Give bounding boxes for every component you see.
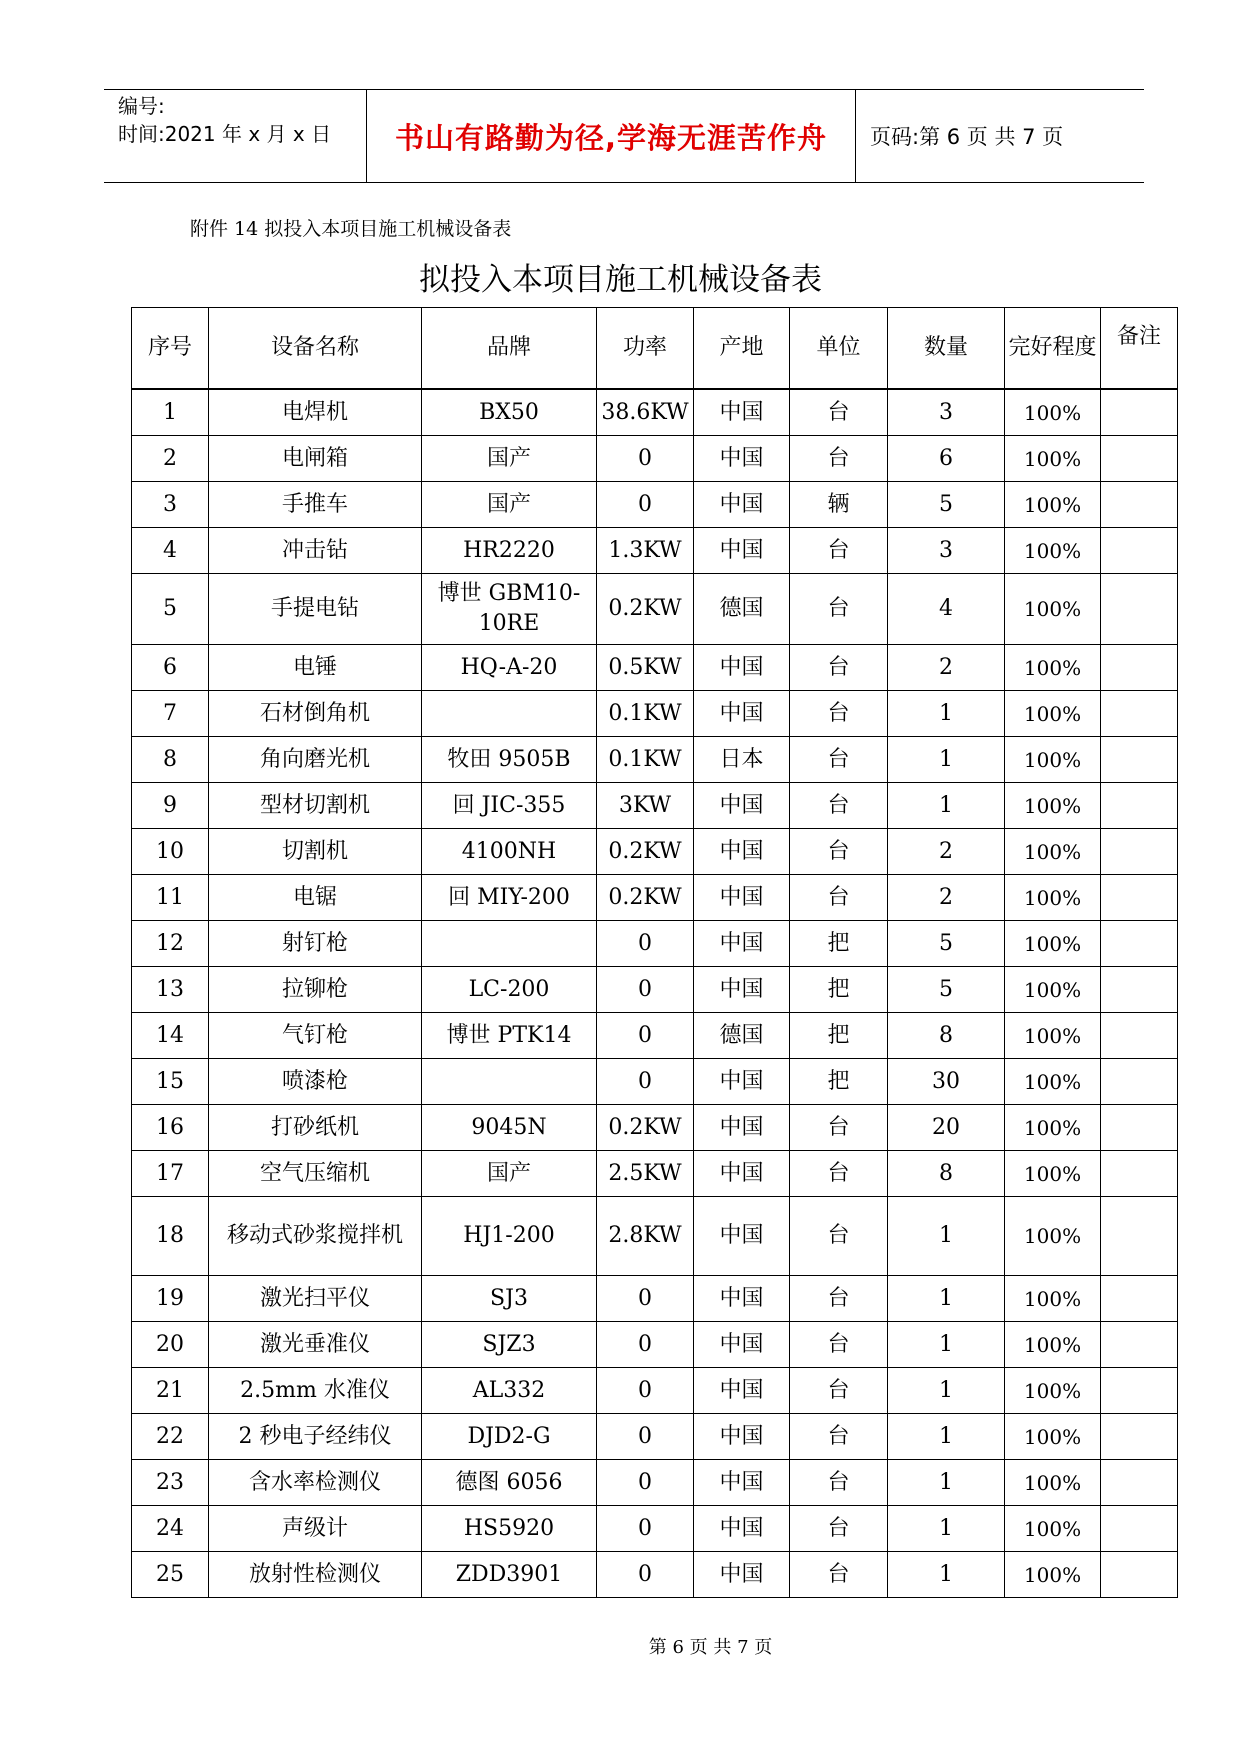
- cell-condition: 100%: [1005, 1552, 1101, 1598]
- cell-index: 20: [132, 1322, 209, 1368]
- cell-quantity: 1: [888, 1552, 1005, 1598]
- cell-condition: 100%: [1005, 875, 1101, 921]
- cell-origin: 中国: [694, 691, 790, 737]
- cell-remarks: [1101, 574, 1178, 645]
- cell-brand: SJ3: [422, 1276, 597, 1322]
- cell-name: 切割机: [209, 829, 422, 875]
- table-row: [132, 1552, 1178, 1598]
- cell-power: 0: [597, 1368, 694, 1414]
- cell-remarks: [1101, 1368, 1178, 1414]
- cell-origin: 中国: [694, 1552, 790, 1598]
- col-header-power: 功率: [597, 308, 694, 390]
- cell-origin: 中国: [694, 875, 790, 921]
- table-row: [132, 1013, 1178, 1059]
- cell-index: 2: [132, 436, 209, 482]
- cell-index: 18: [132, 1197, 209, 1276]
- cell-quantity: 1: [888, 1322, 1005, 1368]
- cell-remarks: [1101, 1552, 1178, 1598]
- cell-condition: 100%: [1005, 1322, 1101, 1368]
- header-page-label: 页码:第 6 页 共 7 页: [870, 125, 1064, 149]
- col-header-unit: 单位: [790, 308, 888, 390]
- cell-power: 0: [597, 1276, 694, 1322]
- cell-brand: BX50: [422, 389, 597, 436]
- col-header-condition: 完好程度: [1005, 308, 1101, 390]
- cell-origin: 德国: [694, 1013, 790, 1059]
- cell-unit: 台: [790, 737, 888, 783]
- cell-condition: 100%: [1005, 967, 1101, 1013]
- table-row: [132, 691, 1178, 737]
- cell-power: 0: [597, 436, 694, 482]
- col-header-remarks: 备注: [1101, 308, 1178, 390]
- col-header-brand: 品牌: [422, 308, 597, 390]
- cell-origin: 中国: [694, 1105, 790, 1151]
- cell-name: 气钉枪: [209, 1013, 422, 1059]
- cell-condition: 100%: [1005, 1013, 1101, 1059]
- cell-quantity: 2: [888, 829, 1005, 875]
- cell-power: 0: [597, 1506, 694, 1552]
- cell-condition: 100%: [1005, 1197, 1101, 1276]
- cell-power: 2.5KW: [597, 1151, 694, 1197]
- cell-unit: 台: [790, 691, 888, 737]
- cell-brand: 博世 PTK14: [422, 1013, 597, 1059]
- cell-origin: 中国: [694, 1414, 790, 1460]
- cell-remarks: [1101, 1059, 1178, 1105]
- cell-condition: 100%: [1005, 436, 1101, 482]
- cell-condition: 100%: [1005, 1276, 1101, 1322]
- cell-quantity: 5: [888, 967, 1005, 1013]
- cell-condition: 100%: [1005, 528, 1101, 574]
- cell-name: 射钉枪: [209, 921, 422, 967]
- cell-quantity: 1: [888, 1460, 1005, 1506]
- cell-brand: 4100NH: [422, 829, 597, 875]
- cell-remarks: [1101, 482, 1178, 528]
- cell-condition: 100%: [1005, 691, 1101, 737]
- cell-remarks: [1101, 1414, 1178, 1460]
- header-meta: [118, 92, 358, 148]
- cell-name: 放射性检测仪: [209, 1552, 422, 1598]
- cell-index: 14: [132, 1013, 209, 1059]
- cell-index: 10: [132, 829, 209, 875]
- cell-name: 喷漆枪: [209, 1059, 422, 1105]
- cell-condition: 100%: [1005, 829, 1101, 875]
- cell-name: 手提电钻: [209, 574, 422, 645]
- cell-origin: 中国: [694, 389, 790, 436]
- table-row: [132, 1368, 1178, 1414]
- cell-quantity: 3: [888, 528, 1005, 574]
- table-row: [132, 875, 1178, 921]
- cell-power: 38.6KW: [597, 389, 694, 436]
- cell-unit: 台: [790, 1414, 888, 1460]
- table-row: [132, 1322, 1178, 1368]
- cell-remarks: [1101, 967, 1178, 1013]
- cell-name: 角向磨光机: [209, 737, 422, 783]
- cell-remarks: [1101, 1276, 1178, 1322]
- cell-origin: 中国: [694, 436, 790, 482]
- cell-unit: 台: [790, 783, 888, 829]
- cell-name: 型材切割机: [209, 783, 422, 829]
- cell-power: 0: [597, 1059, 694, 1105]
- col-header-quantity: 数量: [888, 308, 1005, 390]
- cell-origin: 中国: [694, 645, 790, 691]
- cell-power: 0: [597, 967, 694, 1013]
- cell-power: 0.1KW: [597, 737, 694, 783]
- cell-unit: 辆: [790, 482, 888, 528]
- cell-origin: 中国: [694, 1506, 790, 1552]
- cell-condition: 100%: [1005, 482, 1101, 528]
- cell-quantity: 6: [888, 436, 1005, 482]
- cell-brand: [422, 1059, 597, 1105]
- table-row: [132, 829, 1178, 875]
- cell-brand: 国产: [422, 436, 597, 482]
- cell-origin: 中国: [694, 1460, 790, 1506]
- cell-unit: 把: [790, 1059, 888, 1105]
- cell-condition: 100%: [1005, 737, 1101, 783]
- table-row: [132, 645, 1178, 691]
- cell-quantity: 30: [888, 1059, 1005, 1105]
- cell-condition: 100%: [1005, 1506, 1101, 1552]
- cell-index: 6: [132, 645, 209, 691]
- table-header-row: [132, 308, 1178, 390]
- cell-remarks: [1101, 389, 1178, 436]
- cell-power: 0.2KW: [597, 1105, 694, 1151]
- cell-name: 激光扫平仪: [209, 1276, 422, 1322]
- cell-unit: 台: [790, 645, 888, 691]
- cell-name: 声级计: [209, 1506, 422, 1552]
- cell-power: 0: [597, 1322, 694, 1368]
- cell-condition: 100%: [1005, 645, 1101, 691]
- cell-name: 2.5mm 水准仪: [209, 1368, 422, 1414]
- cell-quantity: 4: [888, 574, 1005, 645]
- cell-quantity: 3: [888, 389, 1005, 436]
- table-row: [132, 1151, 1178, 1197]
- cell-brand: LC-200: [422, 967, 597, 1013]
- cell-remarks: [1101, 645, 1178, 691]
- cell-condition: 100%: [1005, 389, 1101, 436]
- table-row: [132, 482, 1178, 528]
- cell-name: 电锤: [209, 645, 422, 691]
- cell-quantity: 2: [888, 645, 1005, 691]
- cell-brand: SJZ3: [422, 1322, 597, 1368]
- table-row: [132, 1059, 1178, 1105]
- cell-unit: 台: [790, 1276, 888, 1322]
- table-row: [132, 1276, 1178, 1322]
- cell-brand: HQ-A-20: [422, 645, 597, 691]
- cell-condition: 100%: [1005, 574, 1101, 645]
- cell-index: 23: [132, 1460, 209, 1506]
- cell-unit: 台: [790, 1322, 888, 1368]
- cell-name: 激光垂准仪: [209, 1322, 422, 1368]
- cell-brand: HS5920: [422, 1506, 597, 1552]
- cell-origin: 中国: [694, 528, 790, 574]
- cell-condition: 100%: [1005, 1414, 1101, 1460]
- cell-power: 2.8KW: [597, 1197, 694, 1276]
- cell-unit: 台: [790, 1506, 888, 1552]
- header-motto: 书山有路勤为径,学海无涯苦作舟: [366, 90, 856, 182]
- cell-name: 打砂纸机: [209, 1105, 422, 1151]
- cell-quantity: 8: [888, 1013, 1005, 1059]
- cell-remarks: [1101, 737, 1178, 783]
- table-row: [132, 1197, 1178, 1276]
- page-header: [104, 89, 1144, 183]
- table-row: [132, 783, 1178, 829]
- cell-name: 电锯: [209, 875, 422, 921]
- cell-power: 0: [597, 1013, 694, 1059]
- cell-power: 0.2KW: [597, 829, 694, 875]
- table-row: [132, 1105, 1178, 1151]
- cell-power: 0.2KW: [597, 875, 694, 921]
- cell-brand: 9045N: [422, 1105, 597, 1151]
- attachment-caption: 附件 14 拟投入本项目施工机械设备表: [190, 218, 512, 240]
- cell-remarks: [1101, 1322, 1178, 1368]
- cell-remarks: [1101, 528, 1178, 574]
- col-header-index: 序号: [132, 308, 209, 390]
- cell-remarks: [1101, 1506, 1178, 1552]
- equipment-table: [131, 307, 1178, 1598]
- cell-unit: 台: [790, 1151, 888, 1197]
- page-footer: [0, 1633, 1241, 1659]
- table-row: [132, 436, 1178, 482]
- cell-quantity: 1: [888, 1276, 1005, 1322]
- cell-power: 0.1KW: [597, 691, 694, 737]
- cell-remarks: [1101, 1197, 1178, 1276]
- cell-quantity: 1: [888, 1414, 1005, 1460]
- cell-name: 含水率检测仪: [209, 1460, 422, 1506]
- cell-index: 12: [132, 921, 209, 967]
- cell-quantity: 20: [888, 1105, 1005, 1151]
- cell-origin: 中国: [694, 967, 790, 1013]
- cell-condition: 100%: [1005, 921, 1101, 967]
- cell-index: 1: [132, 389, 209, 436]
- cell-brand: 国产: [422, 1151, 597, 1197]
- cell-brand: 博世 GBM10-10RE: [422, 574, 597, 645]
- cell-origin: 中国: [694, 1368, 790, 1414]
- cell-brand: [422, 691, 597, 737]
- cell-index: 3: [132, 482, 209, 528]
- cell-unit: 把: [790, 921, 888, 967]
- footer-page-number: 第 6 页 共 7 页: [648, 1637, 773, 1658]
- cell-power: 0.5KW: [597, 645, 694, 691]
- cell-brand: ZDD3901: [422, 1552, 597, 1598]
- cell-remarks: [1101, 921, 1178, 967]
- cell-quantity: 1: [888, 737, 1005, 783]
- cell-index: 13: [132, 967, 209, 1013]
- cell-brand: HJ1-200: [422, 1197, 597, 1276]
- cell-index: 15: [132, 1059, 209, 1105]
- cell-index: 24: [132, 1506, 209, 1552]
- cell-brand: 牧田 9505B: [422, 737, 597, 783]
- cell-name: 石材倒角机: [209, 691, 422, 737]
- cell-index: 19: [132, 1276, 209, 1322]
- cell-name: 2 秒电子经纬仪: [209, 1414, 422, 1460]
- time-label: 时间:2021 年 x 月 x 日: [118, 122, 332, 146]
- cell-name: 冲击钻: [209, 528, 422, 574]
- cell-brand: 国产: [422, 482, 597, 528]
- cell-origin: 中国: [694, 1151, 790, 1197]
- document-title: 拟投入本项目施工机械设备表: [419, 262, 822, 298]
- cell-name: 电焊机: [209, 389, 422, 436]
- cell-quantity: 1: [888, 1506, 1005, 1552]
- cell-origin: 中国: [694, 783, 790, 829]
- cell-unit: 把: [790, 967, 888, 1013]
- cell-remarks: [1101, 1105, 1178, 1151]
- cell-index: 16: [132, 1105, 209, 1151]
- cell-origin: 中国: [694, 482, 790, 528]
- cell-index: 25: [132, 1552, 209, 1598]
- cell-name: 电闸箱: [209, 436, 422, 482]
- cell-unit: 台: [790, 875, 888, 921]
- cell-power: 1.3KW: [597, 528, 694, 574]
- cell-condition: 100%: [1005, 1368, 1101, 1414]
- table-row: [132, 967, 1178, 1013]
- cell-unit: 把: [790, 1013, 888, 1059]
- cell-unit: 台: [790, 528, 888, 574]
- table-row: [132, 528, 1178, 574]
- cell-remarks: [1101, 875, 1178, 921]
- cell-remarks: [1101, 1460, 1178, 1506]
- col-header-name: 设备名称: [209, 308, 422, 390]
- cell-unit: 台: [790, 574, 888, 645]
- cell-origin: 中国: [694, 1322, 790, 1368]
- col-header-origin: 产地: [694, 308, 790, 390]
- cell-brand: AL332: [422, 1368, 597, 1414]
- cell-index: 7: [132, 691, 209, 737]
- table-row: [132, 1414, 1178, 1460]
- cell-name: 手推车: [209, 482, 422, 528]
- cell-quantity: 2: [888, 875, 1005, 921]
- cell-remarks: [1101, 691, 1178, 737]
- cell-index: 8: [132, 737, 209, 783]
- table-row: [132, 1460, 1178, 1506]
- cell-origin: 日本: [694, 737, 790, 783]
- cell-remarks: [1101, 1013, 1178, 1059]
- cell-remarks: [1101, 436, 1178, 482]
- table-body: [132, 389, 1178, 1598]
- table-row: [132, 389, 1178, 436]
- cell-remarks: [1101, 829, 1178, 875]
- cell-quantity: 5: [888, 921, 1005, 967]
- cell-name: 空气压缩机: [209, 1151, 422, 1197]
- number-label: 编号:: [118, 94, 165, 118]
- cell-power: 3KW: [597, 783, 694, 829]
- cell-quantity: 1: [888, 1368, 1005, 1414]
- table-row: [132, 1506, 1178, 1552]
- cell-brand: [422, 921, 597, 967]
- cell-name: 拉铆枪: [209, 967, 422, 1013]
- table-row: [132, 921, 1178, 967]
- cell-condition: 100%: [1005, 1059, 1101, 1105]
- cell-unit: 台: [790, 1552, 888, 1598]
- cell-power: 0: [597, 1552, 694, 1598]
- cell-unit: 台: [790, 436, 888, 482]
- cell-origin: 中国: [694, 1197, 790, 1276]
- cell-index: 21: [132, 1368, 209, 1414]
- cell-unit: 台: [790, 389, 888, 436]
- cell-origin: 中国: [694, 829, 790, 875]
- cell-remarks: [1101, 1151, 1178, 1197]
- cell-unit: 台: [790, 829, 888, 875]
- cell-name: 移动式砂浆搅拌机: [209, 1197, 422, 1276]
- cell-index: 5: [132, 574, 209, 645]
- cell-brand: 回 JIC-355: [422, 783, 597, 829]
- cell-power: 0.2KW: [597, 574, 694, 645]
- cell-origin: 中国: [694, 921, 790, 967]
- cell-quantity: 8: [888, 1151, 1005, 1197]
- cell-brand: 回 MIY-200: [422, 875, 597, 921]
- cell-index: 11: [132, 875, 209, 921]
- cell-condition: 100%: [1005, 1151, 1101, 1197]
- cell-unit: 台: [790, 1460, 888, 1506]
- cell-quantity: 5: [888, 482, 1005, 528]
- cell-remarks: [1101, 783, 1178, 829]
- cell-quantity: 1: [888, 691, 1005, 737]
- cell-index: 22: [132, 1414, 209, 1460]
- cell-index: 9: [132, 783, 209, 829]
- cell-origin: 德国: [694, 574, 790, 645]
- cell-condition: 100%: [1005, 783, 1101, 829]
- cell-quantity: 1: [888, 1197, 1005, 1276]
- cell-quantity: 1: [888, 783, 1005, 829]
- cell-brand: HR2220: [422, 528, 597, 574]
- cell-condition: 100%: [1005, 1105, 1101, 1151]
- cell-index: 17: [132, 1151, 209, 1197]
- cell-power: 0: [597, 921, 694, 967]
- cell-brand: DJD2-G: [422, 1414, 597, 1460]
- cell-unit: 台: [790, 1368, 888, 1414]
- cell-origin: 中国: [694, 1276, 790, 1322]
- cell-unit: 台: [790, 1197, 888, 1276]
- cell-unit: 台: [790, 1105, 888, 1151]
- cell-condition: 100%: [1005, 1460, 1101, 1506]
- table-row: [132, 574, 1178, 645]
- cell-power: 0: [597, 482, 694, 528]
- cell-index: 4: [132, 528, 209, 574]
- cell-power: 0: [597, 1460, 694, 1506]
- cell-power: 0: [597, 1414, 694, 1460]
- cell-origin: 中国: [694, 1059, 790, 1105]
- table-row: [132, 737, 1178, 783]
- cell-brand: 德图 6056: [422, 1460, 597, 1506]
